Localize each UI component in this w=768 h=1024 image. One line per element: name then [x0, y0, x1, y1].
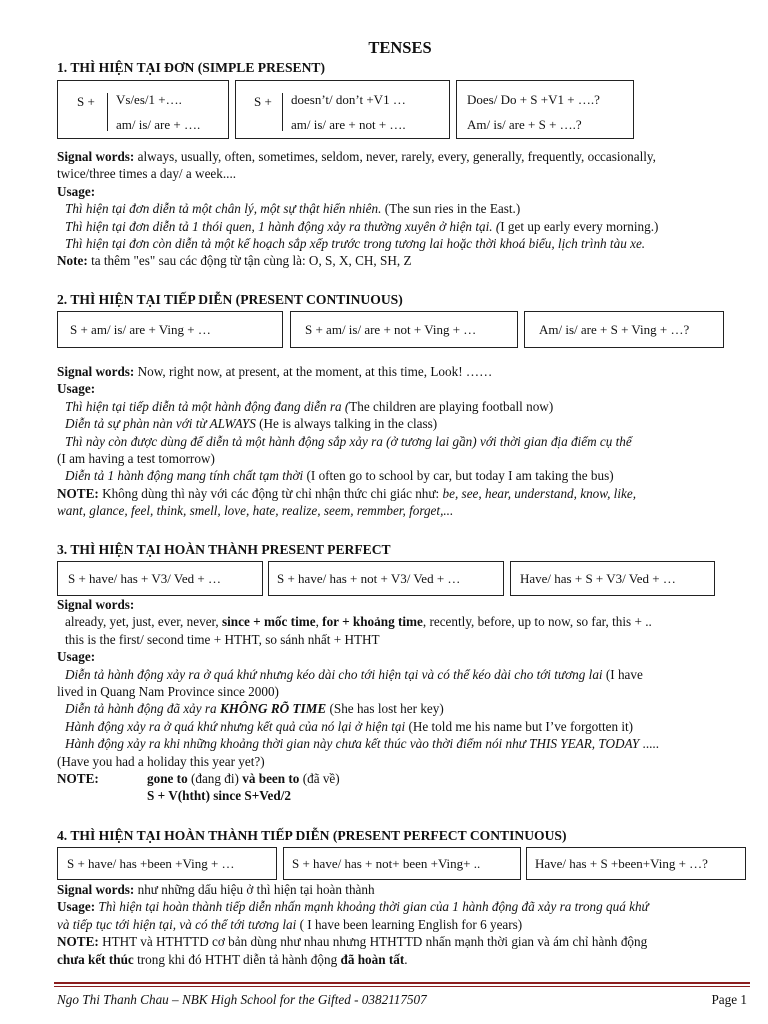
- s3-signal-1a: already, yet, just, ever, never,: [65, 614, 222, 630]
- footer-rule-thin: [54, 986, 750, 987]
- s2-usage-2: (He is always talking in the class): [255, 416, 438, 432]
- s2-box3-text: Am/ is/ are + S + Ving + …?: [539, 322, 690, 337]
- s4-box2-text: S + have/ has + not+ been +Ving+ ..: [292, 856, 481, 871]
- s1-body: [57, 148, 749, 270]
- s4-usage-1b-italic: và tiếp tục tới hiện tại, và có thể tới tương lai: [57, 916, 297, 932]
- s4-note-2-bold-2: đã hoàn tất: [340, 951, 405, 967]
- s3-note-a: gone to: [147, 771, 188, 787]
- s2-usage-4-italic: Diễn tả 1 hành động mang tính chất tạm thời: [65, 468, 304, 484]
- s2-note-label: NOTE:: [57, 485, 99, 501]
- s4-signal-label: Signal words:: [57, 882, 135, 897]
- s4-usage-label: Usage:: [57, 899, 96, 915]
- s2-usage-2-italic: Diễn tả sự phàn nàn với từ ALWAYS: [65, 416, 256, 432]
- footer-author: Ngo Thi Thanh Chau – NBK High School for the Gifted - 0382117507: [57, 992, 427, 1007]
- s1-box3-line1: Does/ Do + S +V1 + ….?: [467, 92, 600, 107]
- s3-usage-1-italic: Diễn tả hành động xảy ra ở quá khứ nhưng kéo dài cho tới hiện tại và có thể kéo dài cho tới tương lai: [65, 666, 603, 682]
- s4-note-2-bold: chưa kết thúc: [57, 951, 134, 967]
- s1-box2-line2: am/ is/ are + not + ….: [291, 117, 406, 132]
- s2-usage-3-italic: Thì này còn được dùng để diễn tả một hành động sắp xảy ra (ở tương lai gần) với thời gian địa điểm cụ thể: [65, 433, 632, 449]
- page-title: TENSES: [368, 38, 432, 57]
- s4-usage-1-italic: Thì hiện tại hoàn thành tiếp diễn nhấn mạnh khoảng thời gian của 1 hành động đã xảy ra trong quá khứ: [95, 899, 649, 915]
- s4-negative-box: [283, 847, 521, 880]
- s1-box1-line2: am/ is/ are + ….: [116, 117, 201, 132]
- s3-signal-1c: ,: [315, 614, 323, 630]
- s3-usage-3: (He told me his name but I’ve forgotten it): [405, 718, 634, 734]
- s3-signal-label: Signal words:: [57, 597, 135, 612]
- s3-body: [57, 596, 749, 805]
- s4-note: HTHT và HTHTTD cơ bản dùng như nhau nhưng HTHTTD nhấn mạnh thời gian và ám chỉ hành động: [98, 934, 648, 950]
- s3-box2-text: S + have/ has + not + V3/ Ved + …: [277, 571, 461, 586]
- s1-usage-3-italic: Thì hiện tại đơn còn diễn tả một kế hoạch sắp xếp trước trong tương lai hoặc thời khoá biểu, lịch trình tàu xe.: [65, 236, 646, 252]
- s3-usage-4: .....: [639, 736, 659, 752]
- s2-question-box: [524, 311, 724, 348]
- s3-box1-text: S + have/ has + V3/ Ved + …: [68, 571, 221, 586]
- s4-body: [57, 881, 749, 968]
- s4-box1-text: S + have/ has +been +Ving + …: [67, 856, 235, 871]
- s3-negative-box: [268, 561, 504, 596]
- s4-question-box: [526, 847, 746, 880]
- s2-usage-4: (I often go to school by car, but today I am taking the bus): [303, 468, 614, 484]
- section-1-heading: 1. THÌ HIỆN TẠI ĐƠN (SIMPLE PRESENT): [57, 60, 326, 75]
- s1-usage-2: I get up early every morning.): [500, 218, 659, 234]
- s4-affirmative-box: [57, 847, 277, 880]
- s1-note: ta thêm "es" sau các động từ tận cùng là: O, S, X, CH, SH, Z: [87, 253, 412, 269]
- s4-note-label: NOTE:: [57, 934, 99, 950]
- s2-body: [57, 363, 749, 520]
- s2-note-italic-2: want, glance, feel, think, smell, love, hate, realize, seem, remmber, forget,...: [57, 503, 454, 519]
- s1-affirmative-box: [57, 80, 229, 139]
- s1-negative-box: [235, 80, 450, 139]
- s2-usage-1: The children are playing football now): [349, 398, 554, 414]
- s2-negative-box: [290, 311, 518, 348]
- s3-usage-2-italic: Diễn tả hành động đã xảy ra: [65, 701, 220, 717]
- s4-signal-text: như những dấu hiệu ở thì hiện tại hoàn thành: [134, 882, 375, 897]
- s3-usage-2-emphasis: KHÔNG RÕ TIME: [219, 701, 327, 717]
- s3-signal-2: this is the first/ second time + HTHT, so sánh nhất + HTHT: [65, 631, 380, 647]
- s2-signal-text: Now, right now, at present, at the moment, at this time, Look! ……: [134, 364, 493, 379]
- s1-box2-line1: doesn’t/ don’t +V1 …: [291, 92, 406, 107]
- s1-box2-subject: S +: [254, 94, 272, 109]
- s3-signal-1e: , recently, before, up to now, so far, this + ..: [422, 614, 652, 630]
- s2-box1-text: S + am/ is/ are + Ving + …: [70, 322, 211, 337]
- s2-usage-label: Usage:: [57, 381, 96, 397]
- s1-signal-text: always, usually, often, sometimes, seldom, never, rarely, every, generally, frequently, occasionally,: [134, 149, 656, 164]
- s2-box2-text: S + am/ is/ are + not + Ving + …: [305, 322, 477, 337]
- s2-note-italic: be, see, hear, understand, know, like,: [442, 485, 637, 501]
- s3-usage-1b: lived in Quang Nam Province since 2000): [57, 684, 279, 700]
- s4-note-2: trong khi đó HTHT diễn tả hành động: [133, 951, 341, 967]
- s3-usage-2: (She has lost her key): [326, 701, 444, 717]
- s1-usage-1: (The sun ries in the East.): [381, 201, 521, 217]
- s3-usage-4b: (Have you had a holiday this year yet?): [57, 753, 265, 769]
- section-3-heading: 3. THÌ HIỆN TẠI HOÀN THÀNH PRESENT PERFECT: [57, 542, 391, 557]
- page-number: Page 1: [711, 992, 747, 1007]
- s4-box3-text: Have/ has + S +been+Ving + …?: [535, 856, 708, 871]
- s3-affirmative-box: [57, 561, 263, 596]
- footer-rule-thick: [54, 982, 750, 984]
- s1-signal-text2: twice/three times a day/ a week....: [57, 166, 237, 182]
- s4-note-2-end: .: [404, 951, 408, 967]
- s2-affirmative-box: [57, 311, 283, 348]
- s1-question-box: [456, 80, 634, 139]
- s1-box3-line2: Am/ is/ are + S + ….?: [467, 117, 582, 132]
- s4-usage-1b: ( I have been learning English for 6 years): [296, 916, 523, 932]
- s1-usage-label: Usage:: [57, 183, 96, 199]
- s3-note-d: (đã về): [299, 771, 340, 787]
- s3-note-label: NOTE:: [57, 771, 99, 787]
- s1-usage-1-italic: Thì hiện tại đơn diễn tả một chân lý, một sự thật hiển nhiên.: [65, 201, 382, 217]
- section-2-heading: 2. THÌ HIỆN TẠI TIẾP DIỄN (PRESENT CONTINUOUS): [57, 292, 403, 307]
- s2-usage-3b: (I am having a test tomorrow): [57, 451, 215, 467]
- s2-usage-1-italic: Thì hiện tại tiếp diễn tả một hành động đang diễn ra (: [65, 398, 350, 414]
- s1-box1-subject: S +: [77, 94, 95, 109]
- s1-signal-label: Signal words:: [57, 149, 135, 164]
- s3-signal-for: for + khoảng time: [322, 614, 423, 630]
- s2-note: Không dùng thì này với các động từ chỉ nhận thức chi giác như:: [98, 485, 443, 501]
- s3-note-c: và been to: [242, 771, 300, 787]
- s3-note-b: (đang đi): [187, 771, 243, 787]
- s3-usage-label: Usage:: [57, 649, 96, 665]
- s3-box3-text: Have/ has + S + V3/ Ved + …: [520, 571, 676, 586]
- s1-usage-2-italic: Thì hiện tại đơn diễn tả 1 thói quen, 1 hành động xảy ra thường xuyên ở hiện tại. (: [65, 218, 501, 234]
- section-4-heading: 4. THÌ HIỆN TẠI HOÀN THÀNH TIẾP DIỄN (PRESENT PERFECT CONTINUOUS): [57, 828, 567, 843]
- s3-question-box: [510, 561, 715, 596]
- s3-usage-1: (I have: [602, 666, 643, 682]
- s3-usage-4-italic: Hành động xảy ra khi những khoảng thời gian này chưa kết thúc vào thời điểm nói như THIS YEAR, TODAY: [65, 736, 640, 752]
- s2-signal-label: Signal words:: [57, 364, 135, 379]
- s3-signal-since: since + mốc time: [222, 614, 316, 630]
- s1-note-label: Note:: [57, 253, 88, 269]
- s3-usage-3-italic: Hành động xảy ra ở quá khứ nhưng kết quả của nó lại ở hiện tại: [65, 718, 406, 734]
- s1-box1-line1: Vs/es/1 +….: [116, 92, 182, 107]
- s3-note-2: S + V(htht) since S+Ved/2: [147, 788, 291, 804]
